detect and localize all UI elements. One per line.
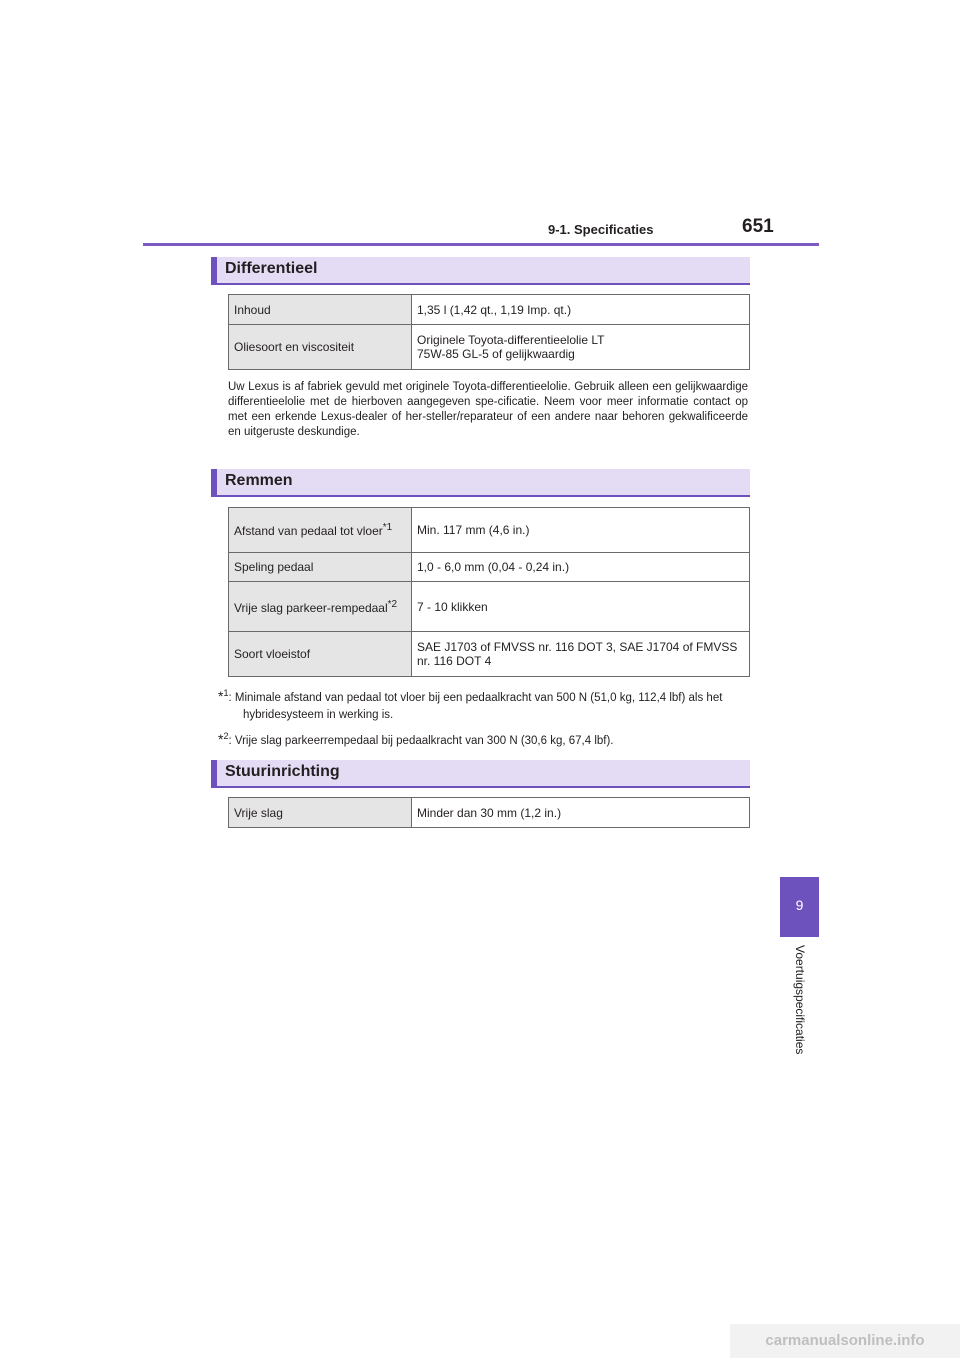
page-number: 651 [742, 216, 774, 237]
chapter-label: Voertuigspecificaties [793, 945, 807, 1055]
footnote-number: 1 [223, 688, 229, 698]
section-heading-remmen [211, 469, 750, 497]
footnote-1 [218, 685, 750, 724]
section-title: 9-1. Specificaties [548, 222, 654, 237]
table-row [229, 632, 750, 677]
chapter-tab: 9 [780, 877, 819, 937]
spec-label: Inhoud [229, 295, 412, 325]
footnote-marker: *1 [382, 522, 393, 533]
spec-label-text: Afstand van pedaal tot vloer [234, 524, 383, 538]
table-row [229, 325, 750, 370]
spec-value: Minder dan 30 mm (1,2 in.) [412, 798, 750, 828]
spec-value: SAE J1703 of FMVSS nr. 116 DOT 3, SAE J1704 of FMVSS nr. 116 DOT 4 [412, 632, 750, 677]
section-heading-text: Differentieel [225, 260, 318, 277]
spec-value: 7 - 10 klikken [412, 582, 750, 632]
differentieel-table [228, 294, 750, 370]
section-heading-differentieel [211, 257, 750, 285]
spec-label: Vrije slag [229, 798, 412, 828]
stuurinrichting-table [228, 797, 750, 828]
footnote-number: 2 [223, 731, 229, 741]
spec-label: Soort vloeistof [229, 632, 412, 677]
footnote-star: * [218, 687, 224, 704]
spec-value [412, 325, 750, 370]
watermark: carmanualsonline.info [730, 1324, 960, 1358]
header-rule [143, 243, 819, 246]
table-row [229, 508, 750, 553]
spec-value-line: 75W-85 GL-5 of gelijkwaardig [417, 347, 575, 361]
spec-label: Speling pedaal [229, 553, 412, 582]
footnote-text: : Minimale afstand van pedaal tot vloer bij een pedaalkracht van 500 N (51,0 kg, 112,4 lbf) als het hybridesysteem in werking is. [228, 691, 723, 721]
table-row [229, 582, 750, 632]
spec-value: 1,0 - 6,0 mm (0,04 - 0,24 in.) [412, 553, 750, 582]
differentieel-note: Uw Lexus is af fabriek gevuld met originele Toyota-differentieelolie. Gebruik alleen een gelijkwaardige differentieelolie met de hierboven aangegeven spe-cificatie. Neem voor meer informatie contact op met een erkende Lexus-dealer of her-steller/reparateur of een andere naar behoren gekwalificeerde en uitgeruste deskundige. [228, 381, 748, 438]
spec-label [229, 582, 412, 632]
footnote-text: : Vrije slag parkeerrempedaal bij pedaalkracht van 300 N (30,6 kg, 67,4 lbf). [228, 734, 614, 747]
spec-label-text: Vrije slag parkeer-rempedaal [234, 600, 388, 615]
spec-value-line: Originele Toyota-differentieelolie LT [417, 333, 605, 347]
spec-label [229, 508, 412, 553]
table-row [229, 798, 750, 828]
table-row [229, 295, 750, 325]
section-heading-stuurinrichting [211, 760, 750, 788]
spec-value: Min. 117 mm (4,6 in.) [412, 508, 750, 553]
footnote-marker: *2 [387, 598, 398, 610]
section-heading-text: Stuurinrichting [225, 763, 340, 780]
footnote-2 [218, 728, 750, 750]
spec-value: 1,35 l (1,42 qt., 1,19 Imp. qt.) [412, 295, 750, 325]
spec-label: Oliesoort en viscositeit [229, 325, 412, 370]
footnote-star: * [218, 730, 224, 747]
remmen-table [228, 507, 750, 677]
table-row [229, 553, 750, 582]
section-heading-text: Remmen [225, 472, 293, 489]
